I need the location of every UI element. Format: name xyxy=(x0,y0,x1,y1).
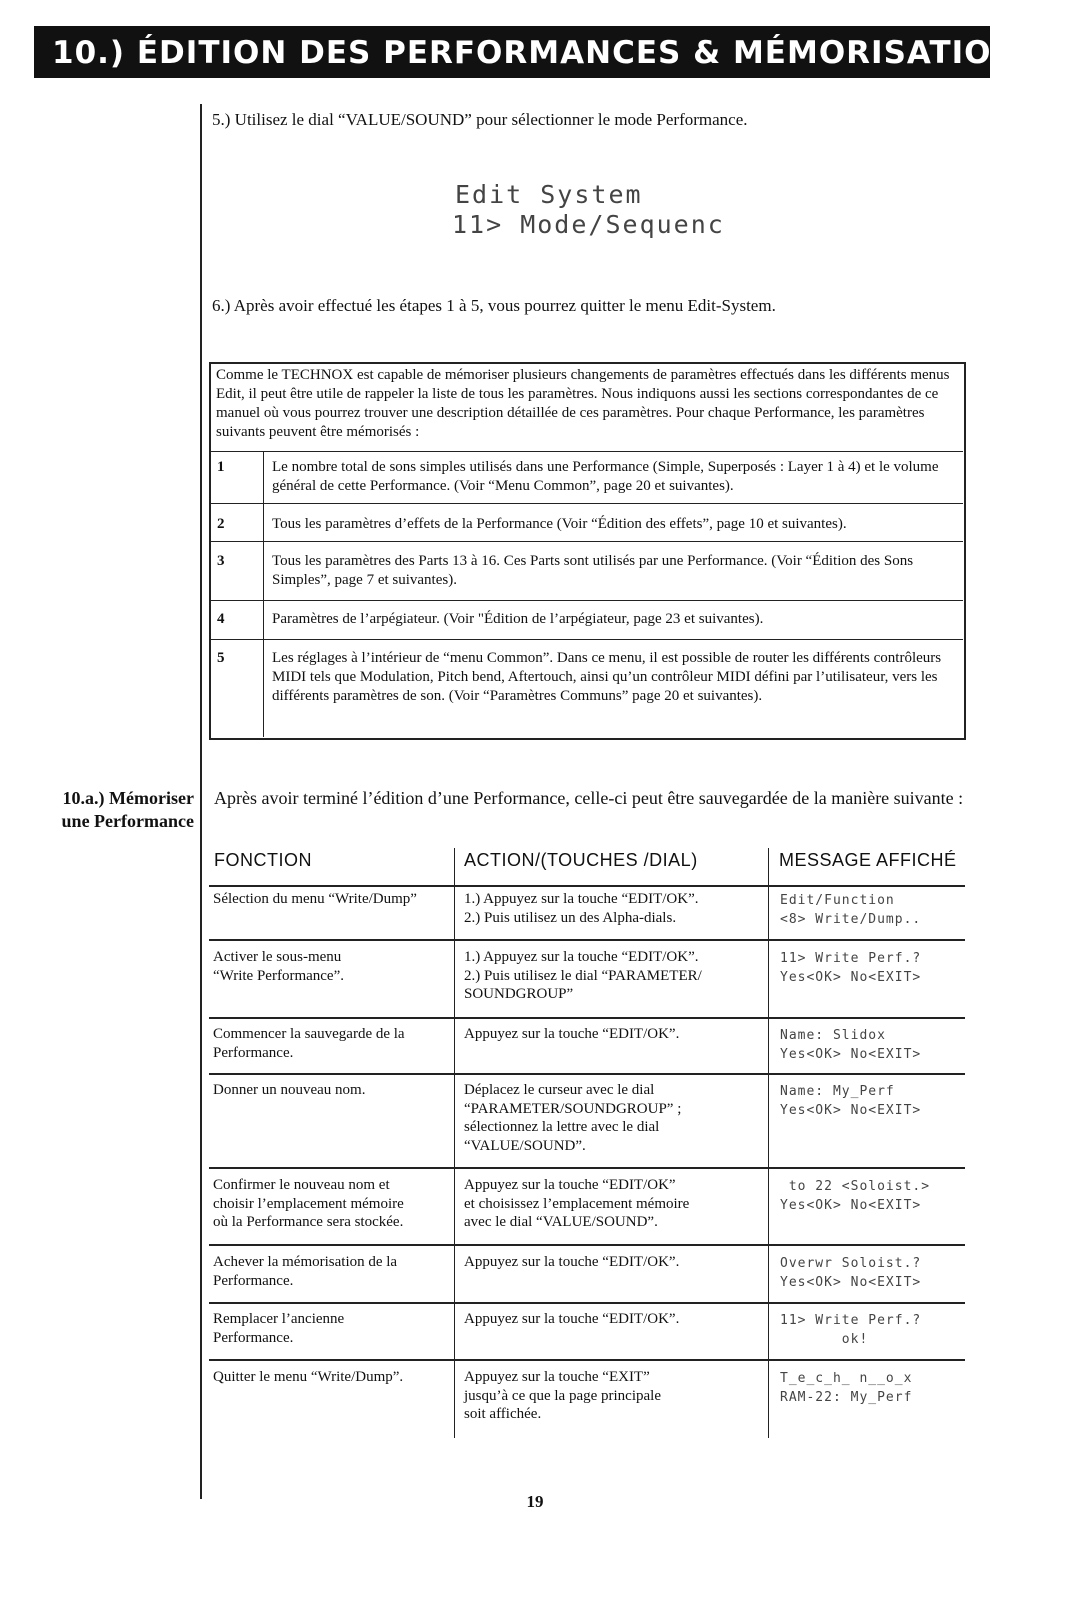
lcd-message-line-1: Edit/Function xyxy=(780,893,895,908)
action-cell: Appuyez sur la touche “EDIT/OK”. xyxy=(464,1311,680,1327)
lcd-message-line-1: 11> Write Perf.? xyxy=(780,1313,922,1328)
lcd-display-line-1: Edit System xyxy=(455,180,643,209)
table-row-rule xyxy=(209,1017,965,1019)
table-column-divider xyxy=(454,848,455,1438)
lcd-message-line-1: 11> Write Perf.? xyxy=(780,951,922,966)
lcd-message-line-1: T_e_c_h_ n__o_x xyxy=(780,1371,913,1386)
page-number: 19 xyxy=(526,1492,544,1511)
margin-rule xyxy=(200,104,202,1499)
section-heading: 10.a.) Mémoriser une Performance xyxy=(61,788,194,831)
info-row-text: Le nombre total de sons simples utilisés dans une Performance (Simple, Superposés : Layer 1 à 4) et le volume général de cette Performance. (Voir “Menu Common”, page 20 et suivantes). xyxy=(272,459,939,494)
action-cell: Appuyez sur la touche “EXIT” jusqu’à ce que la page principale soit affichée. xyxy=(464,1369,661,1422)
action-cell: Appuyez sur la touche “EDIT/OK”. xyxy=(464,1254,680,1270)
table-row-rule xyxy=(209,1244,965,1246)
section-intro: Après avoir terminé l’édition d’une Performance, celle-ci peut être sauvegardée de la manière suivante : xyxy=(214,788,964,808)
lcd-message-line-2: Yes<OK> No<EXIT> xyxy=(780,970,922,985)
info-column-divider xyxy=(263,451,264,737)
lcd-display-line-2: 11> Mode/Sequenc xyxy=(452,210,725,239)
info-row-text: Paramètres de l’arpégiateur. (Voir "Édition de l’arpégiateur, page 23 et suivantes). xyxy=(272,611,764,627)
step-5-text: 5.) Utilisez le dial “VALUE/SOUND” pour sélectionner le mode Performance. xyxy=(212,110,748,129)
lcd-message-line-1: Overwr Soloist.? xyxy=(780,1256,922,1271)
fonction-cell: Quitter le menu “Write/Dump”. xyxy=(213,1369,404,1385)
page-title: 10.) ÉDITION DES PERFORMANCES & MÉMORISATION xyxy=(52,35,1019,71)
table-row-rule xyxy=(209,1302,965,1304)
info-row-number: 3 xyxy=(217,553,225,569)
info-row-number: 5 xyxy=(217,650,225,666)
lcd-message-line-2: ok! xyxy=(780,1332,869,1347)
table-row-rule xyxy=(209,939,965,941)
table-header-rule xyxy=(209,885,965,887)
lcd-message-line-2: RAM-22: My_Perf xyxy=(780,1390,913,1405)
info-row-text: Tous les paramètres des Parts 13 à 16. Ces Parts sont utilisés par une Performance. (Voir “Édition des Sons Simples”, page 7 et suivantes). xyxy=(272,553,914,588)
info-row-number: 4 xyxy=(217,611,225,627)
fonction-cell: Sélection du menu “Write/Dump” xyxy=(213,891,417,907)
action-cell: 1.) Appuyez sur la touche “EDIT/OK”. 2.) Puis utilisez un des Alpha-dials. xyxy=(464,891,699,926)
lcd-message-line-1: Name: Slidox xyxy=(780,1028,886,1043)
info-row-divider xyxy=(210,639,963,640)
info-row-number: 2 xyxy=(217,516,225,532)
lcd-message-line-2: <8> Write/Dump.. xyxy=(780,912,922,927)
lcd-message-line-2: Yes<OK> No<EXIT> xyxy=(780,1047,922,1062)
table-column-divider xyxy=(768,848,769,1438)
table-row-rule xyxy=(209,1167,965,1169)
column-header-message: MESSAGE AFFICHÉ xyxy=(779,850,957,870)
action-cell: Appuyez sur la touche “EDIT/OK”. xyxy=(464,1026,680,1042)
table-row-rule xyxy=(209,1359,965,1361)
lcd-message-line-2: Yes<OK> No<EXIT> xyxy=(780,1275,922,1290)
info-row-divider xyxy=(210,503,963,504)
fonction-cell: Donner un nouveau nom. xyxy=(213,1082,366,1098)
lcd-message-line-1: Name: My_Perf xyxy=(780,1084,895,1099)
fonction-cell: Commencer la sauvegarde de la Performance. xyxy=(213,1026,405,1061)
table-row-rule xyxy=(209,1073,965,1075)
fonction-cell: Confirmer le nouveau nom et choisir l’emplacement mémoire où la Performance sera stockée. xyxy=(213,1177,404,1230)
fonction-cell: Remplacer l’ancienne Performance. xyxy=(213,1311,345,1346)
action-cell: 1.) Appuyez sur la touche “EDIT/OK”. 2.) Puis utilisez le dial “PARAMETER/ SOUNDGROUP” xyxy=(464,949,702,1002)
info-row-number: 1 xyxy=(217,459,225,475)
fonction-cell: Activer le sous-menu “Write Performance”. xyxy=(213,949,344,984)
action-cell: Appuyez sur la touche “EDIT/OK” et choisissez l’emplacement mémoire avec le dial “VALUE/SOUND”. xyxy=(464,1177,690,1230)
lcd-message-line-2: Yes<OK> No<EXIT> xyxy=(780,1103,922,1118)
info-row-divider xyxy=(210,451,963,452)
action-cell: Déplacez le curseur avec le dial “PARAMETER/SOUNDGROUP” ; sélectionnez la lettre avec le dial “VALUE/SOUND”. xyxy=(464,1082,682,1154)
info-row-text: Les réglages à l’intérieur de “menu Common”. Dans ce menu, il est possible de router les différents contrôleurs MIDI tels que Modulation, Pitch bend, Aftertouch, ainsi qu’un contrôleur MIDI défini par l’utilisateur, vers les différents paramètres de son. (Voir “Paramètres Communs” page 20 et suivantes). xyxy=(272,650,942,704)
fonction-cell: Achever la mémorisation de la Performance. xyxy=(213,1254,398,1289)
info-row-text: Tous les paramètres d’effets de la Performance (Voir “Édition des effets”, page 10 et suivantes). xyxy=(272,516,847,532)
info-row-divider xyxy=(210,541,963,542)
lcd-message-line-1: to 22 <Soloist.> xyxy=(780,1179,931,1194)
step-6-text: 6.) Après avoir effectué les étapes 1 à 5, vous pourrez quitter le menu Edit-System. xyxy=(212,296,776,315)
info-row-divider xyxy=(210,600,963,601)
lcd-message-line-2: Yes<OK> No<EXIT> xyxy=(780,1198,922,1213)
column-header-action: ACTION/(TOUCHES /DIAL) xyxy=(464,850,698,870)
info-box-intro: Comme le TECHNOX est capable de mémoriser plusieurs changements de paramètres effectués dans les différents menus Edit, il peut être utile de rappeler la liste de tous les paramètres. Nous indiquons aussi les sections correspondantes de ce manuel où vous pourrez trouver une description détaillée de ces paramètres. Pour chaque Performance, les paramètres suivants peuvent être mémorisés : xyxy=(216,367,950,440)
column-header-fonction: FONCTION xyxy=(214,850,312,870)
